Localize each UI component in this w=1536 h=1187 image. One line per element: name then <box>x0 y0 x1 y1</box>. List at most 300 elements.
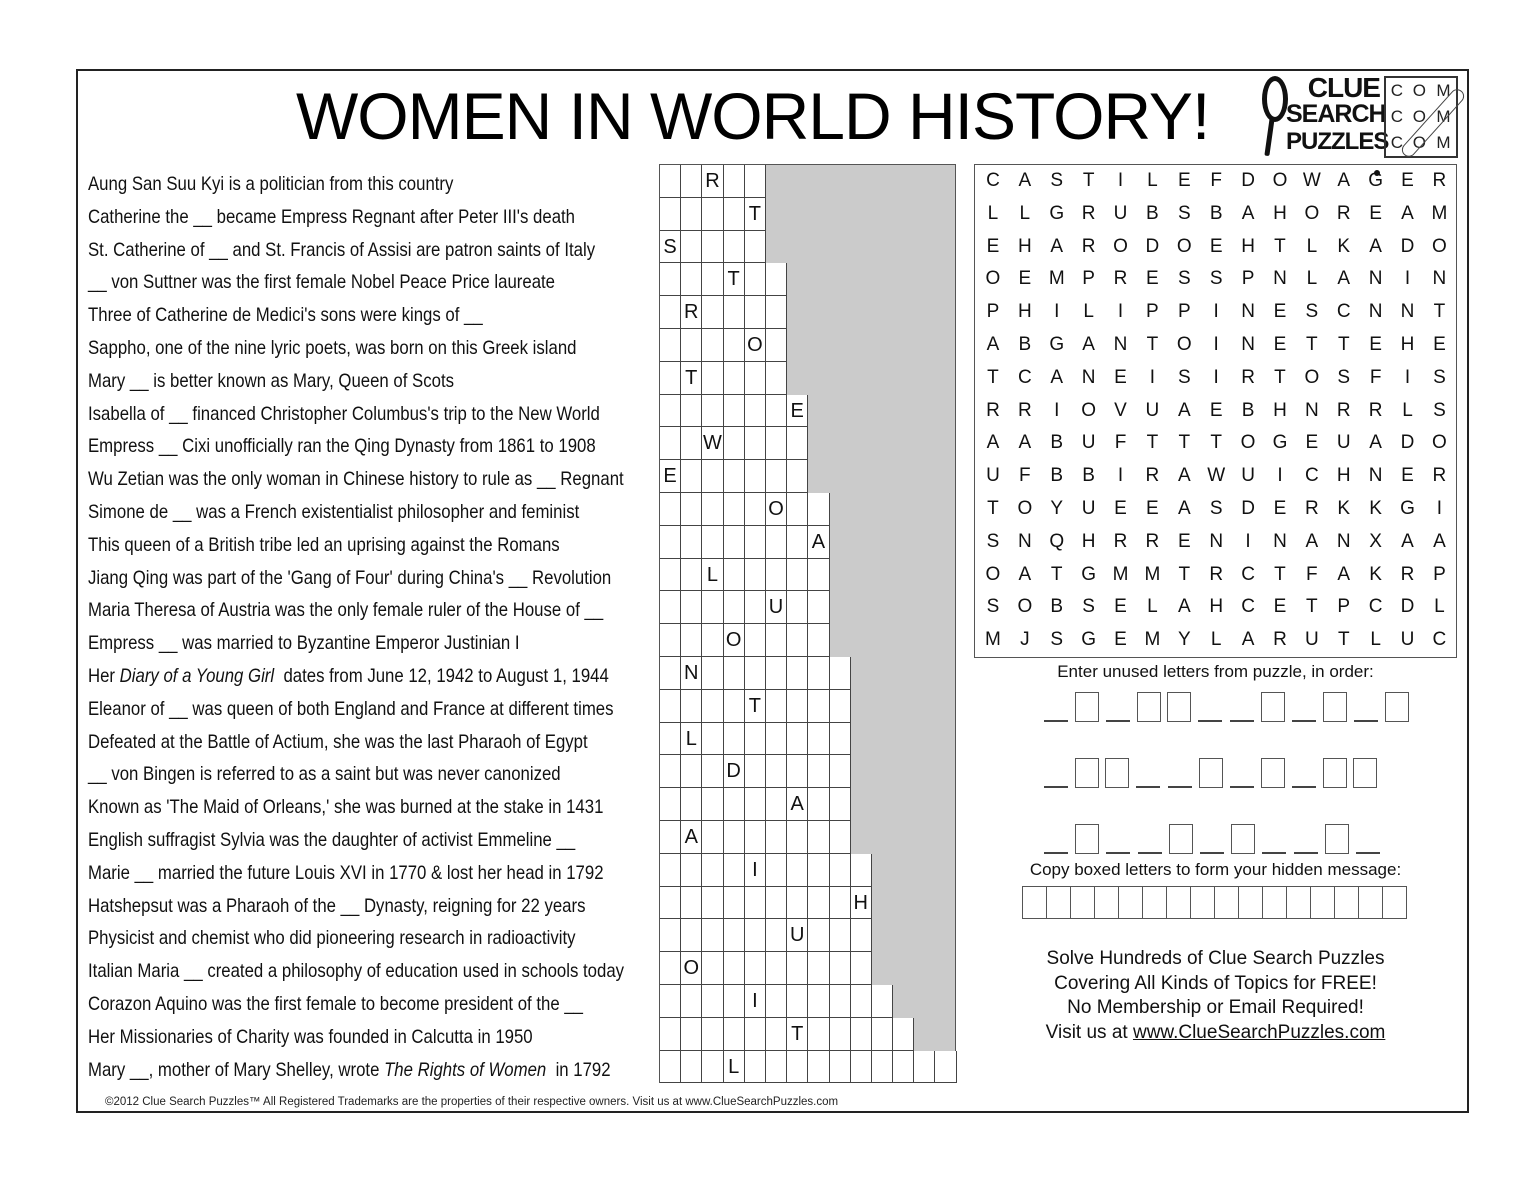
word-search-letter[interactable]: I <box>1213 301 1219 323</box>
answer-cell[interactable] <box>745 821 766 854</box>
answer-cell[interactable] <box>724 985 745 1018</box>
word-search-letter[interactable]: O <box>1272 170 1288 191</box>
boxed-letter-slot[interactable] <box>1075 758 1099 788</box>
word-search-letter[interactable]: L <box>1210 629 1222 651</box>
word-search-letter[interactable]: U <box>1400 629 1415 651</box>
answer-cell[interactable] <box>702 526 723 559</box>
word-search-letter[interactable]: I <box>1404 268 1411 290</box>
answer-cell[interactable] <box>681 559 702 592</box>
word-search-letter[interactable]: I <box>1117 170 1124 191</box>
word-search-letter[interactable]: H <box>1017 235 1032 257</box>
word-search-letter[interactable]: L <box>1147 170 1158 191</box>
answer-cell[interactable]: L <box>681 723 702 756</box>
answer-cell[interactable] <box>745 1018 766 1051</box>
answer-cell[interactable] <box>660 198 681 231</box>
answer-cell[interactable] <box>724 362 745 395</box>
word-search-letter[interactable]: F <box>1210 170 1222 191</box>
word-search-letter[interactable]: G <box>1049 333 1065 355</box>
word-search-letter[interactable]: T <box>1274 366 1286 388</box>
word-search-letter[interactable]: C <box>986 170 1000 191</box>
word-search-letter[interactable]: Q <box>1049 530 1065 552</box>
answer-cell[interactable] <box>681 1018 702 1051</box>
word-search-letter[interactable]: N <box>1368 301 1383 323</box>
answer-cell[interactable]: I <box>745 854 766 887</box>
answer-cell[interactable] <box>787 985 808 1018</box>
answer-cell[interactable] <box>766 559 787 592</box>
answer-cell[interactable] <box>724 788 745 821</box>
answer-cell[interactable] <box>660 854 681 887</box>
answer-cell[interactable] <box>766 624 787 657</box>
word-search-letter[interactable]: R <box>1432 170 1447 191</box>
answer-cell[interactable] <box>808 657 829 690</box>
answer-cell[interactable] <box>660 821 681 854</box>
boxed-letter-slot[interactable] <box>1105 758 1129 788</box>
answer-cell[interactable] <box>681 985 702 1018</box>
word-search-letter[interactable]: U <box>1081 497 1096 519</box>
letter-blank[interactable] <box>1198 720 1222 722</box>
word-search-letter[interactable]: S <box>1209 497 1223 519</box>
word-search-letter[interactable]: A <box>1401 202 1414 224</box>
answer-cell[interactable] <box>681 624 702 657</box>
answer-cell[interactable] <box>851 1018 872 1051</box>
word-search-letter[interactable]: N <box>1241 301 1255 323</box>
word-search-letter[interactable]: H <box>1273 202 1287 224</box>
boxed-letter-slot[interactable] <box>1231 824 1255 854</box>
answer-cell[interactable] <box>745 296 766 329</box>
word-search-letter[interactable]: I <box>1149 366 1156 388</box>
word-search-letter[interactable]: B <box>1050 432 1064 454</box>
word-search-letter[interactable]: H <box>1209 596 1224 618</box>
word-search-letter[interactable]: B <box>1018 333 1032 355</box>
word-search-letter[interactable]: F <box>1306 563 1318 585</box>
word-search-letter[interactable]: M <box>1048 268 1065 290</box>
answer-cell[interactable] <box>787 755 808 788</box>
answer-cell[interactable] <box>766 657 787 690</box>
answer-cell[interactable] <box>766 821 787 854</box>
word-search-letter[interactable]: A <box>1177 497 1191 519</box>
word-search-letter[interactable]: A <box>1018 432 1032 454</box>
word-search-letter[interactable]: M <box>1431 202 1448 224</box>
answer-cell[interactable] <box>681 460 702 493</box>
answer-cell[interactable] <box>787 427 808 460</box>
letter-blank[interactable] <box>1200 852 1224 854</box>
answer-cell[interactable] <box>787 624 808 657</box>
answer-cell[interactable]: S <box>660 231 681 264</box>
word-search-letter[interactable]: T <box>1306 596 1318 618</box>
answer-cell[interactable] <box>893 1018 914 1051</box>
answer-cell[interactable] <box>702 493 723 526</box>
answer-cell[interactable]: T <box>787 1018 808 1051</box>
website-link[interactable]: www.ClueSearchPuzzles.com <box>1132 1021 1386 1043</box>
word-search-letter[interactable]: P <box>1241 268 1255 290</box>
word-search-letter[interactable]: N <box>1241 333 1255 355</box>
answer-cell[interactable] <box>660 427 681 460</box>
word-search-letter[interactable]: I <box>1245 530 1251 552</box>
answer-cell[interactable] <box>745 723 766 756</box>
word-search-letter[interactable]: T <box>987 497 999 519</box>
answer-cell[interactable] <box>681 427 702 460</box>
word-search-letter[interactable]: R <box>1081 202 1096 224</box>
letter-blank[interactable] <box>1106 720 1130 722</box>
word-search-letter[interactable]: P <box>1082 268 1095 290</box>
answer-cell[interactable] <box>830 854 851 887</box>
word-search-letter[interactable]: E <box>1018 268 1032 290</box>
boxed-letter-slot[interactable] <box>1323 758 1347 788</box>
word-search-letter[interactable]: N <box>1113 333 1128 355</box>
hidden-message-box[interactable] <box>1095 886 1119 919</box>
word-search-letter[interactable]: S <box>986 530 1000 552</box>
answer-cell[interactable] <box>745 788 766 821</box>
answer-cell[interactable] <box>702 821 723 854</box>
word-search-letter[interactable]: Y <box>1177 629 1191 651</box>
word-search-letter[interactable]: A <box>1177 399 1191 421</box>
answer-cell[interactable] <box>766 985 787 1018</box>
answer-cell[interactable] <box>660 952 681 985</box>
answer-cell[interactable] <box>660 657 681 690</box>
word-search-letter[interactable]: A <box>1401 530 1414 552</box>
answer-cell[interactable] <box>702 1051 723 1084</box>
word-search-letter[interactable]: O <box>1081 399 1096 421</box>
word-search-letter[interactable]: S <box>1209 268 1223 290</box>
word-search-letter[interactable]: A <box>986 333 1000 355</box>
hidden-message-box[interactable] <box>1191 886 1215 919</box>
answer-cell[interactable] <box>787 854 808 887</box>
answer-cell[interactable] <box>681 263 702 296</box>
word-search-letter[interactable]: T <box>1210 432 1222 454</box>
word-search-letter[interactable]: N <box>1081 366 1096 388</box>
letter-blank[interactable] <box>1106 852 1130 854</box>
answer-cell[interactable]: I <box>745 985 766 1018</box>
word-search-letter[interactable]: R <box>1400 563 1415 585</box>
answer-cell[interactable] <box>702 952 723 985</box>
word-search-letter[interactable]: P <box>1337 596 1351 618</box>
answer-cell[interactable] <box>724 887 745 920</box>
word-search-letter[interactable]: B <box>1050 465 1064 487</box>
answer-cell[interactable]: T <box>745 690 766 723</box>
answer-cell[interactable] <box>808 559 829 592</box>
answer-cell[interactable] <box>724 296 745 329</box>
word-search-letter[interactable]: G <box>1049 202 1065 224</box>
answer-cell[interactable]: L <box>724 1051 745 1084</box>
word-search-letter[interactable]: A <box>1241 202 1255 224</box>
word-search-letter[interactable]: S <box>1337 366 1351 388</box>
answer-cell[interactable] <box>830 788 851 821</box>
word-search-letter[interactable]: Y <box>1050 497 1064 519</box>
word-search-letter[interactable]: E <box>1146 268 1159 290</box>
word-search-letter[interactable]: T <box>1178 432 1191 454</box>
word-search-letter[interactable]: N <box>1273 530 1287 552</box>
word-search-letter[interactable]: D <box>1145 235 1160 257</box>
answer-cell[interactable] <box>724 526 745 559</box>
word-search-letter[interactable]: D <box>1400 432 1415 454</box>
word-search-letter[interactable]: A <box>1305 530 1319 552</box>
word-search-letter[interactable]: G <box>1081 563 1096 585</box>
word-search-letter[interactable]: R <box>1368 399 1383 421</box>
word-search-letter[interactable]: R <box>1081 235 1096 257</box>
letter-blank[interactable] <box>1044 786 1068 788</box>
answer-cell[interactable] <box>808 493 829 526</box>
boxed-letter-slot[interactable] <box>1137 692 1161 722</box>
boxed-letter-slot[interactable] <box>1167 692 1191 722</box>
answer-cell[interactable] <box>702 788 723 821</box>
answer-cell[interactable] <box>830 723 851 756</box>
answer-cell[interactable] <box>745 526 766 559</box>
answer-cell[interactable] <box>766 690 787 723</box>
answer-cell[interactable] <box>702 362 723 395</box>
answer-cell[interactable]: O <box>724 624 745 657</box>
answer-cell[interactable] <box>745 755 766 788</box>
answer-cell[interactable]: O <box>681 952 702 985</box>
answer-cell[interactable] <box>808 952 829 985</box>
answer-cell[interactable] <box>681 231 702 264</box>
answer-cell[interactable] <box>745 231 766 264</box>
answer-cell[interactable] <box>702 624 723 657</box>
word-search-letter[interactable]: S <box>1305 301 1319 323</box>
answer-cell[interactable] <box>745 559 766 592</box>
answer-cell[interactable]: L <box>702 559 723 592</box>
word-search-letter[interactable]: H <box>1400 333 1415 355</box>
answer-cell[interactable] <box>724 329 745 362</box>
answer-cell[interactable] <box>766 723 787 756</box>
word-search-letter[interactable]: W <box>1207 465 1226 487</box>
word-search-letter[interactable]: T <box>1082 170 1095 191</box>
word-search-letter[interactable]: T <box>1337 629 1350 651</box>
word-search-letter[interactable]: K <box>1337 235 1351 257</box>
answer-cell[interactable] <box>702 263 723 296</box>
answer-cell[interactable] <box>745 919 766 952</box>
word-search-letter[interactable]: N <box>1209 530 1224 552</box>
boxed-letter-slot[interactable] <box>1199 758 1223 788</box>
word-search-letter[interactable]: C <box>1368 596 1383 618</box>
word-search-letter[interactable]: R <box>1017 399 1032 421</box>
word-search-letter[interactable]: G <box>1081 629 1096 651</box>
answer-cell[interactable] <box>914 1051 935 1084</box>
answer-cell[interactable] <box>681 788 702 821</box>
word-search-letter[interactable]: P <box>1177 301 1191 323</box>
word-search-letter[interactable]: G <box>1368 170 1384 191</box>
hidden-message-box[interactable] <box>1023 886 1047 919</box>
answer-cell[interactable] <box>660 919 681 952</box>
answer-cell[interactable] <box>872 985 893 1018</box>
word-search-letter[interactable]: L <box>1306 268 1318 290</box>
word-search-letter[interactable]: S <box>1050 629 1064 651</box>
word-search-letter[interactable]: E <box>1369 333 1382 355</box>
word-search-letter[interactable]: M <box>1144 563 1161 585</box>
answer-cell[interactable] <box>681 854 702 887</box>
word-search-letter[interactable]: B <box>1082 465 1095 487</box>
answer-cell[interactable] <box>724 493 745 526</box>
answer-cell[interactable] <box>702 723 723 756</box>
answer-cell[interactable] <box>766 1051 787 1084</box>
answer-cell[interactable]: H <box>851 887 872 920</box>
word-search-letter[interactable]: L <box>1370 629 1381 651</box>
answer-cell[interactable] <box>702 854 723 887</box>
word-search-letter[interactable]: N <box>1368 268 1383 290</box>
answer-cell[interactable] <box>808 919 829 952</box>
letter-blank[interactable] <box>1356 852 1380 854</box>
word-search-letter[interactable]: A <box>1177 465 1191 487</box>
answer-cell[interactable]: T <box>745 198 766 231</box>
hidden-message-box[interactable] <box>1119 886 1143 919</box>
word-search-letter[interactable]: K <box>1369 563 1382 585</box>
answer-cell[interactable] <box>745 1051 766 1084</box>
word-search-letter[interactable]: D <box>1241 497 1255 519</box>
word-search-letter[interactable]: A <box>1177 596 1191 618</box>
answer-cell[interactable] <box>724 395 745 428</box>
word-search-letter[interactable]: U <box>1145 399 1160 421</box>
word-search-letter[interactable]: U <box>1304 629 1319 651</box>
answer-cell[interactable] <box>724 919 745 952</box>
answer-cell[interactable] <box>787 1051 808 1084</box>
answer-cell[interactable] <box>787 591 808 624</box>
word-search-letter[interactable]: T <box>1146 432 1159 454</box>
answer-cell[interactable]: O <box>766 493 787 526</box>
word-search-letter[interactable]: N <box>1368 465 1383 487</box>
word-search-letter[interactable]: P <box>1146 301 1159 323</box>
word-search-letter[interactable]: O <box>985 268 1001 290</box>
answer-cell[interactable] <box>660 690 681 723</box>
answer-cell[interactable] <box>660 755 681 788</box>
word-search-letter[interactable]: O <box>1240 432 1256 454</box>
word-search-letter[interactable]: S <box>1433 399 1446 421</box>
answer-cell[interactable] <box>745 952 766 985</box>
word-search-letter[interactable]: T <box>1146 333 1159 355</box>
word-search-letter[interactable]: G <box>1400 497 1415 519</box>
answer-cell[interactable] <box>808 690 829 723</box>
word-search-letter[interactable]: O <box>1304 202 1320 224</box>
answer-cell[interactable] <box>660 591 681 624</box>
letter-blank[interactable] <box>1230 720 1254 722</box>
answer-cell[interactable]: N <box>681 657 702 690</box>
hidden-message-box[interactable] <box>1383 886 1407 919</box>
answer-cell[interactable]: W <box>702 427 723 460</box>
answer-cell[interactable] <box>724 821 745 854</box>
word-search-letter[interactable]: C <box>1017 366 1032 388</box>
word-search-letter[interactable]: S <box>1433 366 1446 388</box>
word-search-letter[interactable]: I <box>1277 465 1283 487</box>
word-search-letter[interactable]: I <box>1117 301 1124 323</box>
answer-cell[interactable] <box>808 1051 829 1084</box>
answer-cell[interactable] <box>702 329 723 362</box>
hidden-message-box[interactable] <box>1167 886 1191 919</box>
word-search-letter[interactable]: T <box>1433 301 1446 323</box>
answer-cell[interactable] <box>702 395 723 428</box>
word-search-letter[interactable]: P <box>1433 563 1446 585</box>
word-search-letter[interactable]: P <box>986 301 1000 323</box>
word-search-letter[interactable]: R <box>1145 530 1160 552</box>
answer-cell[interactable] <box>681 690 702 723</box>
answer-cell[interactable] <box>681 329 702 362</box>
answer-cell[interactable] <box>808 755 829 788</box>
word-search-letter[interactable]: O <box>1176 235 1192 257</box>
word-search-letter[interactable]: C <box>1241 596 1255 618</box>
answer-cell[interactable] <box>681 919 702 952</box>
answer-cell[interactable] <box>724 657 745 690</box>
word-search-letter[interactable]: C <box>1304 465 1319 487</box>
word-search-letter[interactable]: T <box>1306 333 1318 355</box>
word-search-letter[interactable]: O <box>1113 235 1128 257</box>
answer-cell[interactable] <box>766 854 787 887</box>
word-search-letter[interactable]: E <box>1177 170 1191 191</box>
hidden-message-box[interactable] <box>1047 886 1071 919</box>
letter-blank[interactable] <box>1230 786 1254 788</box>
word-search-letter[interactable]: L <box>1402 399 1413 421</box>
answer-cell[interactable] <box>745 657 766 690</box>
word-search-letter[interactable]: A <box>1433 530 1446 552</box>
word-search-letter[interactable]: N <box>1273 268 1287 290</box>
answer-cell[interactable] <box>787 952 808 985</box>
word-search-letter[interactable]: H <box>1336 465 1351 487</box>
word-search-letter[interactable]: E <box>1369 202 1382 224</box>
answer-cell[interactable] <box>702 887 723 920</box>
word-search-letter[interactable]: T <box>1337 333 1350 355</box>
answer-cell[interactable]: T <box>681 362 702 395</box>
hidden-message-box[interactable] <box>1239 886 1263 919</box>
word-search-letter[interactable]: E <box>1114 596 1127 618</box>
hidden-message-box[interactable] <box>1071 886 1095 919</box>
boxed-letter-slot[interactable] <box>1385 692 1409 722</box>
answer-cell[interactable] <box>724 559 745 592</box>
word-search-letter[interactable]: F <box>1114 432 1127 454</box>
word-search-letter[interactable]: E <box>1401 465 1414 487</box>
boxed-letter-slot[interactable] <box>1169 824 1193 854</box>
word-search-letter[interactable]: O <box>1176 333 1192 355</box>
word-search-letter[interactable]: I <box>1213 366 1219 388</box>
answer-cell[interactable] <box>724 854 745 887</box>
letter-blank[interactable] <box>1138 852 1162 854</box>
word-search-letter[interactable]: T <box>1274 563 1286 585</box>
word-search-letter[interactable]: I <box>1436 497 1443 519</box>
word-search-letter[interactable]: T <box>1274 235 1286 257</box>
letter-blank[interactable] <box>1292 786 1316 788</box>
boxed-letter-slot[interactable] <box>1323 692 1347 722</box>
word-search-letter[interactable]: A <box>1337 170 1351 191</box>
answer-cell[interactable] <box>787 493 808 526</box>
word-search-letter[interactable]: A <box>1050 235 1064 257</box>
answer-cell[interactable] <box>808 624 829 657</box>
word-search-letter[interactable]: E <box>1209 235 1223 257</box>
word-search-letter[interactable]: E <box>1273 596 1287 618</box>
answer-cell[interactable] <box>830 657 851 690</box>
answer-cell[interactable] <box>745 624 766 657</box>
word-search-letter[interactable]: O <box>1432 432 1447 454</box>
answer-cell[interactable] <box>808 723 829 756</box>
answer-cell[interactable] <box>808 854 829 887</box>
answer-cell[interactable] <box>830 755 851 788</box>
answer-cell[interactable] <box>660 395 681 428</box>
answer-cell[interactable] <box>724 1018 745 1051</box>
answer-cell[interactable]: D <box>724 755 745 788</box>
word-search-letter[interactable]: R <box>1113 530 1128 552</box>
word-search-letter[interactable]: B <box>1241 399 1255 421</box>
answer-cell[interactable]: E <box>787 395 808 428</box>
word-search-letter[interactable]: K <box>1337 497 1351 519</box>
answer-cell[interactable] <box>702 231 723 264</box>
answer-cell[interactable] <box>851 854 872 887</box>
answer-cell[interactable] <box>893 1051 914 1084</box>
word-search-letter[interactable]: G <box>1272 432 1288 454</box>
answer-cell[interactable] <box>808 985 829 1018</box>
answer-cell[interactable] <box>724 591 745 624</box>
answer-cell[interactable] <box>787 887 808 920</box>
answer-cell[interactable]: A <box>681 821 702 854</box>
answer-cell[interactable] <box>851 919 872 952</box>
answer-cell[interactable] <box>660 296 681 329</box>
answer-cell[interactable] <box>745 493 766 526</box>
word-search-letter[interactable]: N <box>1304 399 1319 421</box>
word-search-letter[interactable]: E <box>1114 629 1127 651</box>
word-search-letter[interactable]: A <box>1050 366 1064 388</box>
